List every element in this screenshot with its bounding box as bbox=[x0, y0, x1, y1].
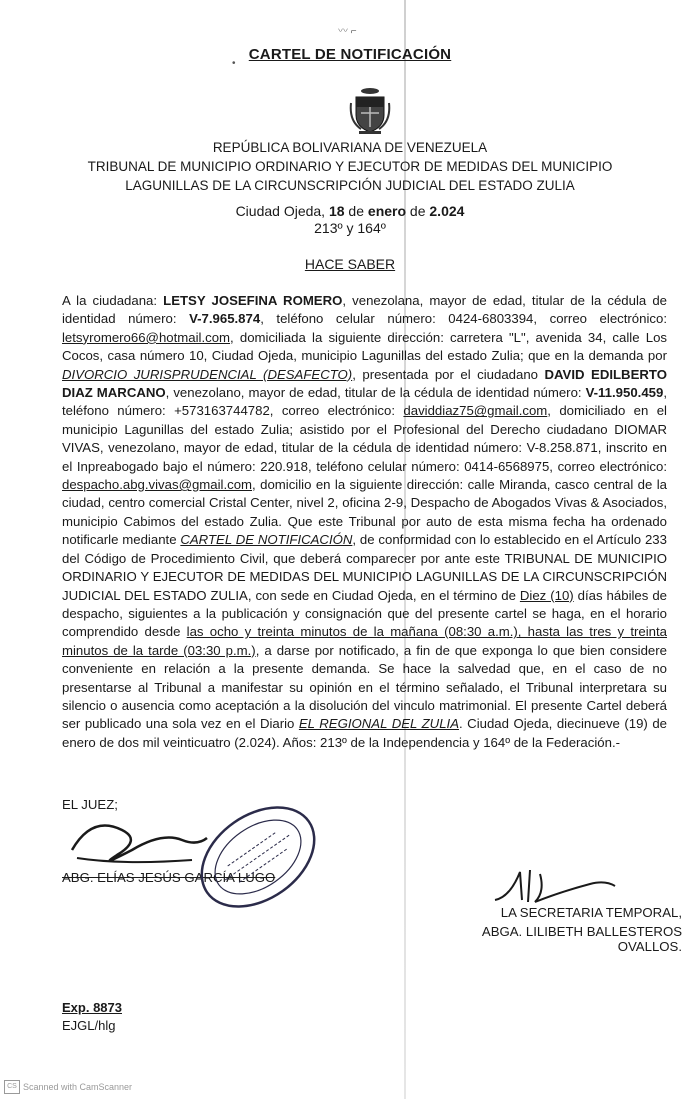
header-line-tribunal: TRIBUNAL DE MUNICIPIO ORDINARIO Y EJECUTOR DE MEDIDAS DEL MUNICIPIO bbox=[87, 159, 613, 174]
secretary-title: LA SECRETARIA TEMPORAL, bbox=[500, 905, 682, 920]
court-stamp-icon bbox=[188, 792, 328, 922]
camscanner-logo-icon: CS bbox=[4, 1080, 20, 1094]
scanner-text: Scanned with CamScanner bbox=[23, 1082, 133, 1092]
scanner-watermark bbox=[4, 1080, 132, 1094]
cartel-reference: CARTEL DE NOTIFICACIÓN bbox=[180, 532, 353, 548]
juez-label: EL JUEZ; bbox=[62, 797, 118, 812]
body-paragraph: A la ciudadana: LETSY JOSEFINA ROMERO, venezolana, mayor de edad, titular de la cédula de identidad número: V-7.965.874, teléfono celular número: 0424-6803394, correo electrónico: letsyromero66@hotmail.com, domiciliada la siguiente dirección: carretera "L", avenida 34, calle Los Cocos, casa número 10, Ciudad Ojeda, municipio Lagunillas del estado Zulia; que en la demanda por DIVORCIO JURISPRUDENCIAL (DESAFECTO), presentada por el ciudadano DAVID EDILBERTO DIAZ MARCANO, venezolano, mayor de edad, titular de la cédula de identidad número: V-11.950.459, teléfono número: +573163744782, correo electrónico: daviddiaz75@gmail.com, domiciliado en el municipio Lagunillas del estado Zulia; asistido por el Profesional del Derecho ciudadano DIOMAR VIVAS, venezolano, mayor de edad, titular de la cédula de identidad número: V-8.258.871, inscrito en el Inpreabogado bajo el número: 220.918, teléfono celular número: 0414-6568975, correo electrónico: despacho.abg.vivas@gmail.com, domicilio en la siguiente dirección: calle Miranda, casco central de la ciudad, centro comercial Cristal Center, nivel 2, oficina 2-9, Despacho de Abogados Vivas & Asociados, municipio Cabimos del estado Zulia. Que este Tribunal por auto de esta misma fecha ha ordenado notificarle mediante CARTEL DE NOTIFICACIÓN, de conformidad con lo establecido en el Artículo 233 del Código de Procedimiento Civil, que deberá comparecer por ante este TRIBUNAL DE MUNICIPIO ORDINARIO Y EJECUTOR DE MEDIDAS DEL MUNICIPIO LAGUNILLAS DE LA CIRCUNSCRIPCIÓN JUDICIAL DEL ESTADO ZULIA, con sede en Ciudad Ojeda, en el término de Diez (10) días hábiles de despacho, siguientes a la publicación y consignación que del presente cartel se haga, en el horario comprendido desde las ocho y treinta minutos de la mañana (08:30 a.m.), hasta las tres y treinta minutos de la tarde (03:30 p.m.), a darse por notificado, a fin de que exponga lo que bien considere conveniente en relación a la presente demanda. Se hace la salvedad que, en el caso de no presentarse al Tribunal a manifestar su opinión en el término señalado, el Tribunal interpretara su silencio o ausencia como aceptación a la disolución del vinculo matrimonial. El presente Cartel deberá ser publicado una sola vez en el Diario EL REGIONAL DEL ZULIA. Ciudad Ojeda, diecinueve (19) de enero de dos mil veinticuatro (2.024). Años: 213º de la Independencia y 164º de la Federación.- bbox=[62, 293, 668, 750]
email-david: daviddiaz75@gmail.com bbox=[403, 403, 548, 419]
document-date: Ciudad Ojeda, 18 de enero de 2.024 bbox=[235, 203, 465, 219]
newspaper-name: EL REGIONAL DEL ZULIA bbox=[298, 716, 459, 732]
judge-name: ABG. ELÍAS JESÚS GARCÍA LUGO bbox=[62, 870, 276, 885]
secretary-name: ABGA. LILIBETH BALLESTEROS OVALLOS. bbox=[481, 924, 682, 954]
header-line-republic: REPÚBLICA BOLIVARIANA DE VENEZUELA bbox=[212, 140, 488, 155]
scribble-mark: 〰 ⌐ bbox=[338, 26, 357, 37]
coat-of-arms-icon bbox=[347, 85, 393, 135]
case-file-number: Exp. 8873 bbox=[62, 1000, 122, 1015]
email-letsy: letsyromero66@hotmail.com bbox=[62, 329, 231, 345]
email-despacho: despacho.abg.vivas@gmail.com bbox=[62, 477, 253, 493]
header-line-jurisdiction: LAGUNILLAS DE LA CIRCUNSCRIPCIÓN JUDICIAL DEL ESTADO ZULIA bbox=[125, 178, 575, 193]
document-years: 213º y 164º bbox=[314, 220, 386, 236]
notification-body bbox=[62, 292, 667, 752]
initials: EJGL/hlg bbox=[62, 1018, 116, 1033]
dot-mark: • bbox=[232, 58, 236, 69]
hace-saber-heading: HACE SABER bbox=[304, 256, 396, 272]
office-hours: las ocho y treinta minutos de la mañana (08:30 a.m.), hasta las tres y treinta minutos de la tarde (03:30 p.m.) bbox=[62, 624, 668, 658]
case-type: DIVORCIO JURISPRUDENCIAL (DESAFECTO) bbox=[62, 366, 353, 382]
term-days: Diez (10) bbox=[519, 587, 574, 603]
document-title: CARTEL DE NOTIFICACIÓN bbox=[248, 46, 452, 63]
